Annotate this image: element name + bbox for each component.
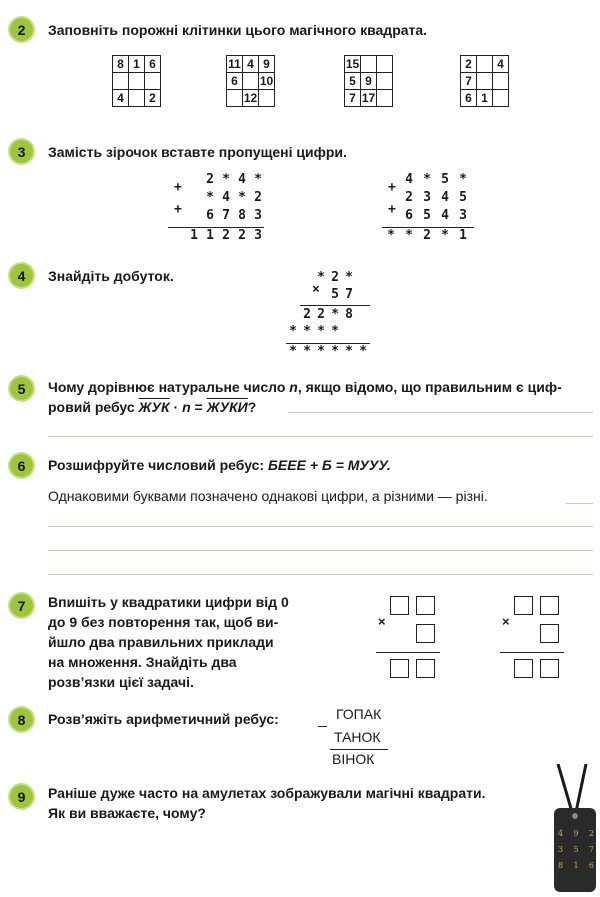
multiply-sign: × [378, 614, 386, 629]
number-cell: 6 [461, 90, 477, 107]
answer-line[interactable] [48, 436, 593, 437]
rebus-word: ТАНОК [334, 729, 381, 745]
number-cell: 10 [259, 74, 274, 88]
digit-box[interactable] [390, 659, 409, 678]
task-text: Знайдіть добуток. [48, 268, 174, 284]
digit-box[interactable] [390, 596, 409, 615]
amulet-magic-square: 4 9 2 3 5 7 8 1 6 [558, 829, 594, 870]
number-cell: 8 [113, 56, 129, 73]
answer-line[interactable] [48, 550, 593, 551]
task-number: 9 [17, 788, 26, 805]
empty-cell[interactable] [227, 90, 243, 107]
answer-line[interactable] [566, 503, 593, 504]
digit-box[interactable] [540, 659, 559, 678]
multiply-sign: × [312, 282, 320, 297]
task-text: Замість зірочок вставте пропущені цифри. [48, 144, 347, 160]
number-cell: 9 [259, 56, 275, 73]
rebus-word: ВІНОК [332, 751, 375, 767]
number-cell: 2 [145, 90, 161, 107]
task-number-badge [8, 783, 35, 810]
number-cell: 1 [477, 90, 493, 107]
multiplication-boxes-left [376, 596, 442, 688]
product-line [300, 305, 370, 306]
multiply-sign: × [502, 614, 510, 629]
empty-cell[interactable] [259, 90, 275, 107]
multiplication-boxes-right [500, 596, 566, 688]
empty-cell[interactable] [377, 73, 393, 90]
empty-cell[interactable] [377, 90, 393, 107]
number-cell: 5 [345, 73, 361, 90]
empty-cell[interactable] [129, 90, 145, 107]
task-text: Розшифруйте числовий ребус: БЕЕЕ + Б = МУУУ. [48, 457, 391, 473]
answer-line[interactable] [288, 412, 593, 413]
empty-cell[interactable] [493, 90, 509, 107]
number-cell: 2 [461, 56, 477, 73]
amulet-image [548, 764, 600, 892]
task-text: Впишіть у квадратики цифри від 0 до 9 без повторення так, щоб ви- йшло два правильних приклади на множення. Знайдіть два розв’язки цієї задачі. [48, 594, 289, 690]
empty-cell[interactable] [377, 56, 393, 73]
task-number: 5 [17, 380, 26, 397]
digit-box[interactable] [514, 596, 533, 615]
answer-line[interactable] [48, 526, 593, 527]
number-cell: 6 [145, 56, 161, 73]
magic-square [112, 55, 161, 107]
task-text: Чому дорівнює натуральне число n, якщо відомо, що правильним є циф- ровий ребус ЖУК · n = ЖУКИ? [48, 379, 562, 415]
plus-sign: + [388, 180, 396, 195]
task-subtext: Однаковими буквами позначено однакові цифри, а різними — різні. [48, 488, 488, 504]
task-text: Раніше дуже часто на амулетах зображували магічні квадрати. Як ви вважаєте, чому? [48, 785, 486, 821]
product-line [376, 652, 440, 653]
plus-sign: + [388, 202, 396, 217]
sum-line [382, 227, 474, 228]
task-number: 3 [17, 143, 26, 160]
task-number-badge [8, 706, 35, 733]
number-cell: 17 [361, 91, 376, 105]
task-number: 7 [17, 597, 26, 614]
number-cell: 9 [361, 73, 377, 90]
number-cell: 4 [113, 90, 129, 107]
task-number: 4 [17, 267, 26, 284]
number-cell: 15 [345, 57, 360, 71]
answer-line[interactable] [48, 574, 593, 575]
number-cell: 12 [243, 91, 258, 105]
magic-square [344, 55, 393, 107]
number-cell: 11 [228, 57, 241, 71]
empty-cell[interactable] [113, 73, 129, 90]
rebus-word: ГОПАК [336, 706, 382, 722]
task-text: Заповніть порожні клітинки цього магічного квадрата. [48, 22, 428, 38]
task-number-badge [8, 375, 35, 402]
number-cell: 7 [461, 73, 477, 90]
empty-cell[interactable] [129, 73, 145, 90]
digit-box[interactable] [540, 624, 559, 643]
empty-cell[interactable] [477, 73, 493, 90]
number-cell: 1 [129, 56, 145, 73]
task-number: 2 [17, 21, 26, 38]
empty-cell[interactable] [145, 73, 161, 90]
word-rebus [318, 706, 390, 770]
empty-cell[interactable] [243, 73, 259, 90]
task-text: Розв’яжіть арифметичний ребус: [48, 711, 279, 727]
plus-sign: + [174, 202, 182, 217]
task-number-badge [8, 262, 35, 289]
task-number-badge [8, 452, 35, 479]
magic-square [226, 55, 275, 107]
task-number-badge [8, 138, 35, 165]
result-line [330, 749, 388, 750]
number-cell: 4 [493, 56, 509, 73]
product-line [500, 652, 564, 653]
magic-square [460, 55, 509, 107]
number-cell: 7 [345, 90, 361, 107]
plus-sign: + [174, 180, 182, 195]
digit-box[interactable] [416, 659, 435, 678]
minus-sign [318, 726, 327, 727]
digit-box[interactable] [540, 596, 559, 615]
number-cell: 6 [227, 73, 243, 90]
multiplication-puzzle: × * 2 * 5 7 2 2 * 8 * * * * * * * * * * [286, 270, 370, 361]
digit-box[interactable] [416, 624, 435, 643]
digit-box[interactable] [514, 659, 533, 678]
empty-cell[interactable] [477, 56, 493, 73]
task-number: 8 [17, 711, 26, 728]
digit-box[interactable] [416, 596, 435, 615]
task-number: 6 [17, 457, 26, 474]
sum-line [168, 227, 264, 228]
task-number-badge [8, 592, 35, 619]
empty-cell[interactable] [361, 56, 377, 73]
task-number-badge [8, 16, 35, 43]
product-line [286, 343, 370, 344]
empty-cell[interactable] [493, 73, 509, 90]
number-cell: 4 [243, 56, 259, 73]
